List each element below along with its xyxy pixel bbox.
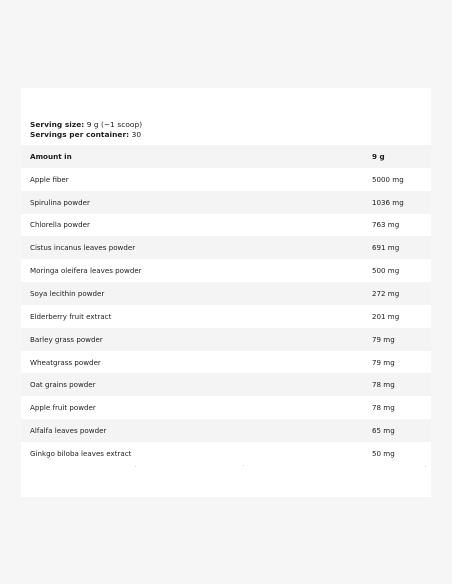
servings-per-container-value: 30	[129, 130, 142, 139]
ingredient-name: Oat grains powder	[30, 380, 96, 390]
table-row	[21, 282, 431, 305]
nutrition-facts-card	[21, 88, 431, 497]
table-row	[21, 259, 431, 282]
ingredient-name: Wheatgrass powder	[30, 357, 101, 367]
ingredient-amount: 50 mg	[372, 448, 395, 458]
ingredient-name: Chlorella powder	[30, 220, 90, 230]
ingredient-name: Ginkgo biloba leaves extract	[30, 448, 132, 458]
ingredient-amount: 1036 mg	[372, 197, 404, 207]
header-amount-in: Amount in	[30, 151, 72, 161]
ingredient-amount: 78 mg	[372, 380, 395, 390]
servings-per-container-label: Servings per container:	[30, 130, 130, 139]
serving-size-label: Serving size:	[30, 120, 85, 129]
table-row	[21, 305, 431, 328]
table-row	[21, 442, 431, 465]
table-row	[21, 419, 431, 442]
speck-dot	[425, 466, 426, 467]
ingredient-amount: 78 mg	[372, 403, 395, 413]
decorative-specks	[21, 465, 431, 469]
ingredient-name: Apple fiber	[30, 174, 69, 184]
table-row	[21, 214, 431, 237]
ingredient-amount: 272 mg	[372, 288, 400, 298]
serving-size-line	[30, 120, 142, 130]
serving-info	[30, 120, 142, 140]
table-row	[21, 396, 431, 419]
ingredient-amount: 691 mg	[372, 243, 400, 253]
table-row	[21, 236, 431, 259]
ingredient-name: Cistus incanus leaves powder	[30, 243, 136, 253]
ingredient-name: Spirulina powder	[30, 197, 90, 207]
table-row	[21, 191, 431, 214]
ingredients-table	[21, 145, 431, 465]
table-header-row	[21, 145, 431, 168]
ingredient-amount: 5000 mg	[372, 174, 404, 184]
ingredient-amount: 79 mg	[372, 357, 395, 367]
ingredient-name: Soya lecithin powder	[30, 288, 105, 298]
speck-dot	[243, 465, 244, 466]
table-row	[21, 168, 431, 191]
serving-size-value: 9 g (~1 scoop)	[84, 120, 143, 129]
ingredient-name: Barley grass powder	[30, 334, 103, 344]
ingredient-amount: 201 mg	[372, 311, 400, 321]
header-serving-amount: 9 g	[372, 151, 385, 161]
ingredient-name: Alfalfa leaves powder	[30, 426, 107, 436]
table-row	[21, 328, 431, 351]
ingredient-amount: 65 mg	[372, 426, 395, 436]
ingredient-amount: 79 mg	[372, 334, 395, 344]
ingredient-name: Apple fruit powder	[30, 403, 96, 413]
speck-dot	[135, 466, 136, 467]
table-row	[21, 373, 431, 396]
table-row	[21, 351, 431, 374]
servings-per-container-line	[30, 130, 142, 140]
ingredient-amount: 763 mg	[372, 220, 400, 230]
ingredient-amount: 500 mg	[372, 266, 400, 276]
ingredient-name: Moringa oleifera leaves powder	[30, 266, 142, 276]
ingredient-name: Elderberry fruit extract	[30, 311, 112, 321]
